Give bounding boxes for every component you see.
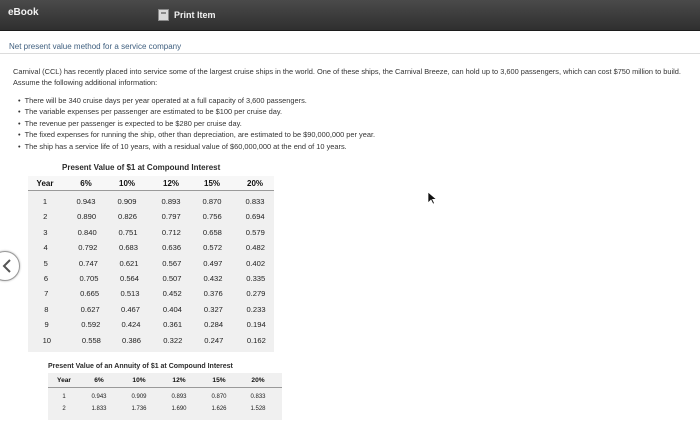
pv-table-cell: 0.513 (120, 289, 140, 299)
pv-table-cell: 0.424 (121, 320, 141, 330)
pv-table-cell: 0.572 (203, 243, 223, 253)
assumption-list (18, 95, 375, 152)
pv-table-cell: 0.712 (161, 227, 181, 237)
pv-table-cell: 2 (43, 212, 48, 222)
pv-table-cell: 0.627 (80, 304, 100, 314)
pv-table-header-cell: 10% (118, 179, 136, 188)
annuity-table-header-cell: 6% (94, 377, 104, 384)
annuity-table-cell: 1.528 (250, 406, 266, 412)
annuity-table-header-cell: 10% (132, 377, 146, 384)
pv-table-cell: 0.558 (81, 335, 101, 345)
pv-table-cell: 0.564 (119, 274, 140, 283)
pv-table-cell: 0.893 (161, 197, 181, 206)
pv-table-cell: 0.335 (246, 274, 266, 283)
annuity-table-header-cell: Year (57, 377, 71, 384)
pv-table-cell: 0.247 (204, 335, 224, 345)
pv-table-cell: 8 (44, 304, 49, 314)
pv-table-cell: 0.683 (118, 243, 139, 253)
pv-table-cell: 7 (44, 289, 49, 299)
pv-table-cell: 0.665 (80, 289, 100, 299)
pv-table-cell: 0.327 (203, 304, 223, 314)
pv-table-header (28, 176, 274, 191)
assumption-item: • The revenue per passenger is expected to be $280 per cruise day. (18, 118, 375, 129)
annuity-table-cell: 0.893 (171, 394, 187, 400)
pv-table-cell: 0.592 (81, 320, 101, 330)
pv-table-cell: 0.497 (203, 258, 223, 268)
annuity-table-header-cell: 15% (212, 377, 226, 384)
pv-table-cell: 0.840 (77, 227, 97, 237)
assumption-item: • The ship has a service life of 10 years, with a residual value of $60,000,000 at the end of 10 years. (18, 141, 375, 152)
pv-table-cell: 0.233 (246, 304, 266, 314)
pv-table-cell: 1 (42, 197, 48, 206)
pv-table-cell: 0.579 (245, 227, 265, 237)
pv-table-cell: 10 (42, 335, 52, 345)
previous-page-button[interactable] (0, 251, 20, 281)
pv-table-cell: 0.705 (79, 274, 99, 283)
annuity-table-cell: 0.833 (250, 394, 266, 400)
pv-table-cell: 0.833 (245, 197, 265, 206)
mouse-pointer-icon (428, 192, 437, 205)
pv-table-cell: 0.404 (162, 304, 182, 314)
pv-table-cell: 0.507 (162, 274, 182, 283)
pv-table-title: Present Value of $1 at Compound Interest (62, 163, 221, 172)
pv-table-cell: 0.322 (163, 335, 183, 345)
pv-table-cell: 6 (43, 274, 49, 283)
pv-table-cell: 0.621 (119, 258, 139, 268)
annuity-table-cell: 1 (62, 394, 66, 400)
assumption-item: • The variable expenses per passenger are estimated to be $100 per cruise day. (18, 106, 375, 117)
pv-table-cell: 0.386 (121, 335, 142, 345)
annuity-table-cell: 1.626 (211, 406, 227, 412)
pv-table-cell: 0.402 (246, 258, 266, 268)
pv-table-cell: 0.162 (246, 335, 266, 345)
title-divider (0, 53, 700, 54)
ebook-link[interactable]: eBook (8, 7, 39, 18)
print-icon (158, 9, 169, 21)
pv-table-cell: 0.890 (77, 212, 97, 222)
pv-table-cell: 0.751 (118, 227, 138, 237)
annuity-table-cell: 0.943 (91, 394, 107, 400)
pv-table-cell: 0.376 (203, 289, 223, 299)
annuity-table-cell: 0.909 (131, 394, 147, 400)
pv-table-cell: 3 (43, 227, 48, 237)
pv-table-header-cell: 15% (203, 179, 221, 188)
pv-table-header-cell: Year (36, 179, 54, 188)
pv-table-cell: 0.284 (204, 320, 224, 330)
annuity-table-header (48, 376, 282, 388)
pv-table (28, 176, 274, 352)
top-toolbar (0, 0, 700, 31)
annuity-table-cell: 0.870 (211, 394, 227, 400)
annuity-table-header-cell: 12% (172, 377, 186, 384)
pv-table-cell: 4 (43, 243, 48, 253)
pv-table-cell: 0.432 (203, 274, 223, 283)
pv-table-header-cell: 12% (162, 179, 180, 188)
pv-table-cell: 0.482 (245, 243, 265, 253)
print-item-label: Print Item (174, 9, 216, 20)
assumption-item: • There will be 340 cruise days per year operated at a full capacity of 3,600 passengers. (18, 95, 375, 106)
pv-table-header-cell: 20% (246, 179, 264, 188)
annuity-table-cell: 2 (62, 406, 66, 412)
annuity-table-cell: 1.736 (131, 406, 147, 412)
pv-table-cell: 0.361 (163, 320, 183, 330)
problem-intro: Carnival (CCL) has recently placed into service some of the largest cruise ships in the world. One of these ships, the Carnival Breeze, can hold up to 3,600 passengers, which can cost $750 million to build. Assume the following additional information: (13, 67, 681, 87)
pv-table-cell: 0.694 (245, 212, 265, 222)
page-title: Net present value method for a service company (9, 42, 182, 51)
annuity-table-cell: 1.690 (171, 406, 187, 412)
pv-table-cell: 0.658 (202, 227, 222, 237)
pv-table-cell: 0.636 (162, 243, 182, 253)
pv-table-cell: 0.943 (76, 197, 96, 206)
pv-table-cell: 0.452 (162, 289, 182, 299)
pv-table-cell: 0.909 (117, 197, 137, 206)
annuity-table-header-cell: 20% (251, 377, 265, 384)
pv-table-cell: 0.826 (117, 212, 138, 222)
pv-table-cell: 0.792 (78, 243, 98, 253)
print-item-button[interactable] (156, 6, 222, 23)
pv-table-cell: 0.797 (161, 212, 181, 222)
pv-table-cell: 9 (44, 320, 49, 330)
pv-table-header-cell: 6% (80, 179, 92, 188)
assumption-item: • The fixed expenses for running the ship, other than depreciation, are estimated to be $90,000,000 per year. (18, 129, 375, 140)
annuity-table-cell: 1.833 (91, 406, 107, 412)
pv-table-cell: 0.279 (246, 289, 266, 299)
pv-table-cell: 5 (43, 258, 48, 268)
pv-table-cell: 0.756 (202, 212, 222, 222)
pv-table-cell: 0.567 (162, 258, 182, 268)
annuity-table-title: Present Value of an Annuity of $1 at Compound Interest (48, 363, 233, 370)
pv-table-cell: 0.870 (202, 197, 222, 206)
pv-table-cell: 0.194 (246, 320, 266, 330)
pv-table-cell: 0.747 (78, 258, 98, 268)
pv-table-cell: 0.467 (120, 304, 141, 314)
chevron-left-icon (2, 259, 11, 273)
